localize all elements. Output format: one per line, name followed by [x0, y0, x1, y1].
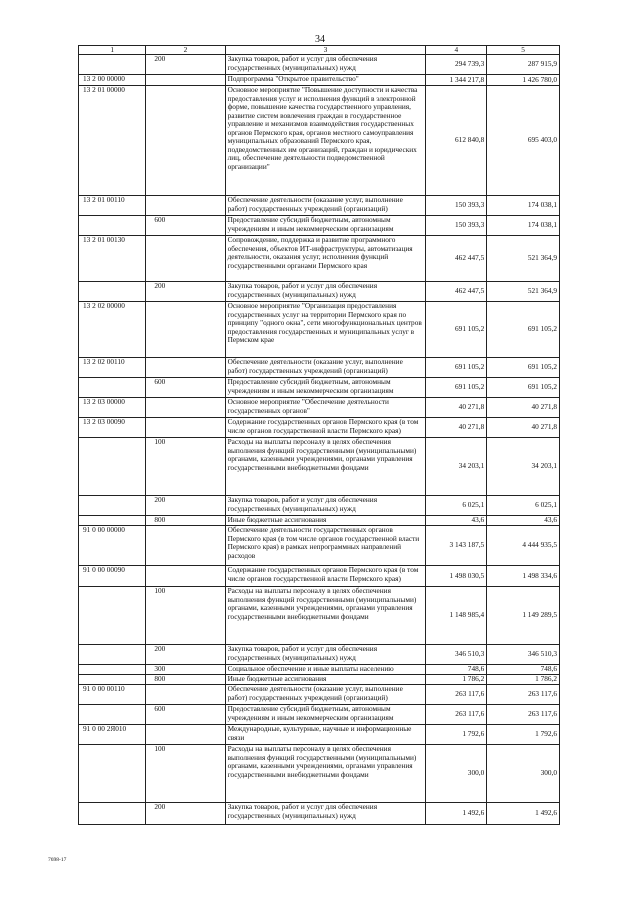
table-row — [79, 358, 560, 378]
cell-expense-type: 600 — [146, 705, 225, 725]
table-row — [79, 216, 560, 236]
cell-name: Закупка товаров, работ и услуг для обеспечения государственных (муниципальных) нужд — [225, 55, 426, 75]
cell-expense-type — [146, 75, 225, 86]
cell-name: Основное мероприятие "Повышение доступности и качества предоставления услуг и исполнения функций в электронной форме, повышение качества государственного управления, развитие систем вовлечения граждан в государственное управление и механизмов взаимодействия государственных органов Пермского края, органов местного самоуправления муниципальных образований Пермского края, подведомственных им организаций, граждан и юридических лиц, обеспечение деятельности подведомственной организации" — [225, 86, 426, 196]
cell-amount-col4: 346 510,3 — [426, 645, 487, 665]
table-row — [79, 566, 560, 587]
cell-expense-type — [146, 526, 225, 566]
cell-amount-col5: 1 492,6 — [487, 803, 560, 825]
table-row — [79, 516, 560, 526]
cell-amount-col4: 1 148 985,4 — [426, 587, 487, 645]
header-col-3: 3 — [225, 46, 426, 55]
cell-target-code — [79, 675, 146, 685]
cell-target-code: 13 2 03 00000 — [79, 398, 146, 418]
cell-amount-col4: 34 203,1 — [426, 438, 487, 496]
cell-name: Социальное обеспечение и иные выплаты населению — [225, 665, 426, 675]
cell-target-code: 13 2 02 00110 — [79, 358, 146, 378]
cell-name: Закупка товаров, работ и услуг для обеспечения государственных (муниципальных) нужд — [225, 645, 426, 665]
cell-name: Основное мероприятие "Организация предоставления государственных услуг на территории Пермского края по принципу "одного окна", сети многофункциональных центров предоставления государственных и муниципальных услуг в Пермском крае — [225, 302, 426, 358]
cell-expense-type: 200 — [146, 803, 225, 825]
cell-amount-col4: 748,6 — [426, 665, 487, 675]
cell-expense-type: 200 — [146, 496, 225, 516]
table-row — [79, 75, 560, 86]
cell-amount-col5: 521 364,9 — [487, 236, 560, 282]
cell-target-code — [79, 803, 146, 825]
cell-amount-col4: 691 105,2 — [426, 378, 487, 398]
cell-amount-col4: 40 271,8 — [426, 398, 487, 418]
cell-amount-col5: 1 498 334,6 — [487, 566, 560, 587]
cell-name: Обеспечение деятельности (оказание услуг, выполнение работ) государственных учреждений (организаций) — [225, 685, 426, 705]
cell-expense-type — [146, 236, 225, 282]
cell-expense-type: 800 — [146, 675, 225, 685]
cell-expense-type — [146, 302, 225, 358]
table-row — [79, 665, 560, 675]
cell-amount-col4: 691 105,2 — [426, 302, 487, 358]
cell-expense-type: 100 — [146, 587, 225, 645]
cell-amount-col5: 4 444 935,5 — [487, 526, 560, 566]
cell-target-code — [79, 55, 146, 75]
cell-target-code: 91 0 00 00090 — [79, 566, 146, 587]
cell-name: Расходы на выплаты персоналу в целях обеспечения выполнения функций государственными (муниципальными) органами, казенными учреждениями, органами управления государственными внебюджетными фондами — [225, 587, 426, 645]
header-col-5: 5 — [487, 46, 560, 55]
cell-target-code — [79, 587, 146, 645]
cell-target-code — [79, 645, 146, 665]
cell-amount-col5: 287 915,9 — [487, 55, 560, 75]
cell-name: Обеспечение деятельности (оказание услуг, выполнение работ) государственных учреждений (организаций) — [225, 358, 426, 378]
cell-target-code — [79, 216, 146, 236]
cell-amount-col5: 263 117,6 — [487, 685, 560, 705]
cell-name: Предоставление субсидий бюджетным, автономным учреждениям и иным некоммерческим организациям — [225, 378, 426, 398]
cell-expense-type: 200 — [146, 645, 225, 665]
cell-expense-type — [146, 196, 225, 216]
cell-amount-col4: 612 840,8 — [426, 86, 487, 196]
cell-target-code: 91 0 00 00110 — [79, 685, 146, 705]
cell-amount-col5: 174 038,1 — [487, 216, 560, 236]
table-row — [79, 378, 560, 398]
table-row — [79, 526, 560, 566]
cell-target-code: 13 2 01 00110 — [79, 196, 146, 216]
cell-amount-col4: 1 492,6 — [426, 803, 487, 825]
cell-target-code — [79, 438, 146, 496]
cell-amount-col5: 1 786,2 — [487, 675, 560, 685]
cell-name: Закупка товаров, работ и услуг для обеспечения государственных (муниципальных) нужд — [225, 282, 426, 302]
cell-expense-type: 600 — [146, 378, 225, 398]
cell-amount-col5: 40 271,8 — [487, 418, 560, 438]
cell-expense-type: 100 — [146, 438, 225, 496]
cell-amount-col5: 174 038,1 — [487, 196, 560, 216]
cell-name: Основное мероприятие "Обеспечение деятельности государственных органов" — [225, 398, 426, 418]
header-col-2: 2 — [146, 46, 225, 55]
cell-name: Закупка товаров, работ и услуг для обеспечения государственных (муниципальных) нужд — [225, 803, 426, 825]
footer-code: 7698-17 — [48, 857, 67, 863]
cell-name: Расходы на выплаты персоналу в целях обеспечения выполнения функций государственными (муниципальными) органами, казенными учреждениями, органами управления государственными внебюджетными фондами — [225, 438, 426, 496]
table-row — [79, 685, 560, 705]
table-row — [79, 587, 560, 645]
cell-amount-col4: 462 447,5 — [426, 282, 487, 302]
cell-target-code — [79, 282, 146, 302]
cell-name: Обеспечение деятельности (оказание услуг, выполнение работ) государственных учреждений (организаций) — [225, 196, 426, 216]
cell-expense-type — [146, 418, 225, 438]
cell-amount-col4: 1 786,2 — [426, 675, 487, 685]
cell-target-code: 91 0 00 00000 — [79, 526, 146, 566]
cell-amount-col5: 1 149 289,5 — [487, 587, 560, 645]
cell-target-code — [79, 745, 146, 803]
table-row — [79, 236, 560, 282]
cell-expense-type: 200 — [146, 55, 225, 75]
cell-amount-col4: 1 344 217,8 — [426, 75, 487, 86]
cell-name: Подпрограмма "Открытое правительство" — [225, 75, 426, 86]
cell-amount-col5: 691 105,2 — [487, 378, 560, 398]
cell-expense-type — [146, 685, 225, 705]
table-row — [79, 675, 560, 685]
cell-name: Предоставление субсидий бюджетным, автономным учреждениям и иным некоммерческим организациям — [225, 216, 426, 236]
table-row — [79, 438, 560, 496]
cell-amount-col4: 1 498 030,5 — [426, 566, 487, 587]
cell-expense-type: 800 — [146, 516, 225, 526]
cell-amount-col4: 43,6 — [426, 516, 487, 526]
cell-amount-col4: 263 117,6 — [426, 705, 487, 725]
cell-name: Содержание государственных органов Пермского края (в том числе органов государственной власти Пермского края) — [225, 566, 426, 587]
cell-amount-col5: 346 510,3 — [487, 645, 560, 665]
cell-amount-col4: 150 393,3 — [426, 196, 487, 216]
cell-expense-type: 300 — [146, 665, 225, 675]
cell-target-code: 13 2 01 00130 — [79, 236, 146, 282]
cell-name: Расходы на выплаты персоналу в целях обеспечения выполнения функций государственными (муниципальными) органами, казенными учреждениями, органами управления государственными внебюджетными фондами — [225, 745, 426, 803]
cell-name: Закупка товаров, работ и услуг для обеспечения государственных (муниципальных) нужд — [225, 496, 426, 516]
cell-amount-col5: 34 203,1 — [487, 438, 560, 496]
cell-amount-col5: 300,0 — [487, 745, 560, 803]
table-row — [79, 86, 560, 196]
cell-expense-type — [146, 725, 225, 745]
cell-name: Сопровождение, поддержка и развитие программного обеспечения, объектов ИТ-инфраструктуры, автоматизация деятельности, оказания услуг, исполнения функций государственными органами Пермского края — [225, 236, 426, 282]
cell-name: Международные, культурные, научные и информационные связи — [225, 725, 426, 745]
cell-target-code — [79, 705, 146, 725]
cell-amount-col4: 1 792,6 — [426, 725, 487, 745]
cell-name: Иные бюджетные ассигнования — [225, 516, 426, 526]
cell-expense-type — [146, 566, 225, 587]
cell-amount-col4: 150 393,3 — [426, 216, 487, 236]
cell-amount-col4: 294 739,3 — [426, 55, 487, 75]
table-row — [79, 645, 560, 665]
cell-amount-col4: 263 117,6 — [426, 685, 487, 705]
cell-amount-col4: 6 025,1 — [426, 496, 487, 516]
cell-amount-col4: 462 447,5 — [426, 236, 487, 282]
cell-amount-col4: 691 105,2 — [426, 358, 487, 378]
header-col-1: 1 — [79, 46, 146, 55]
table-row — [79, 302, 560, 358]
cell-amount-col4: 40 271,8 — [426, 418, 487, 438]
cell-amount-col5: 748,6 — [487, 665, 560, 675]
cell-name: Содержание государственных органов Пермского края (в том числе органов государственной власти Пермского края) — [225, 418, 426, 438]
cell-amount-col5: 40 271,8 — [487, 398, 560, 418]
table-row — [79, 803, 560, 825]
cell-amount-col4: 3 143 187,5 — [426, 526, 487, 566]
cell-name: Предоставление субсидий бюджетным, автономным учреждениям и иным некоммерческим организациям — [225, 705, 426, 725]
page-number: 34 — [315, 34, 325, 45]
cell-target-code: 13 2 03 00090 — [79, 418, 146, 438]
cell-expense-type — [146, 398, 225, 418]
header-col-4: 4 — [426, 46, 487, 55]
cell-amount-col5: 691 105,2 — [487, 358, 560, 378]
cell-target-code: 13 2 00 00000 — [79, 75, 146, 86]
cell-target-code — [79, 496, 146, 516]
cell-amount-col5: 695 403,0 — [487, 86, 560, 196]
cell-name: Обеспечение деятельности государственных органов Пермского края (в том числе органов государственной власти Пермского края) в рамках непрограммных направлений расходов — [225, 526, 426, 566]
cell-target-code — [79, 516, 146, 526]
cell-expense-type — [146, 358, 225, 378]
budget-table — [78, 45, 560, 825]
cell-amount-col5: 521 364,9 — [487, 282, 560, 302]
cell-expense-type: 600 — [146, 216, 225, 236]
cell-amount-col5: 1 792,6 — [487, 725, 560, 745]
table-row — [79, 55, 560, 75]
cell-expense-type — [146, 86, 225, 196]
table-row — [79, 745, 560, 803]
header-row — [79, 46, 560, 55]
table-row — [79, 725, 560, 745]
table-row — [79, 705, 560, 725]
cell-target-code: 13 2 01 00000 — [79, 86, 146, 196]
cell-target-code — [79, 665, 146, 675]
table-row — [79, 196, 560, 216]
cell-expense-type: 200 — [146, 282, 225, 302]
table-row — [79, 282, 560, 302]
cell-amount-col5: 263 117,6 — [487, 705, 560, 725]
cell-target-code: 91 0 00 2Я010 — [79, 725, 146, 745]
cell-expense-type: 100 — [146, 745, 225, 803]
cell-amount-col5: 691 105,2 — [487, 302, 560, 358]
cell-target-code: 13 2 02 00000 — [79, 302, 146, 358]
cell-amount-col5: 1 426 780,0 — [487, 75, 560, 86]
table-row — [79, 496, 560, 516]
cell-name: Иные бюджетные ассигнования — [225, 675, 426, 685]
table-row — [79, 398, 560, 418]
cell-amount-col5: 43,6 — [487, 516, 560, 526]
table-row — [79, 418, 560, 438]
budget-table-body — [79, 46, 560, 825]
cell-amount-col4: 300,0 — [426, 745, 487, 803]
cell-amount-col5: 6 025,1 — [487, 496, 560, 516]
cell-target-code — [79, 378, 146, 398]
